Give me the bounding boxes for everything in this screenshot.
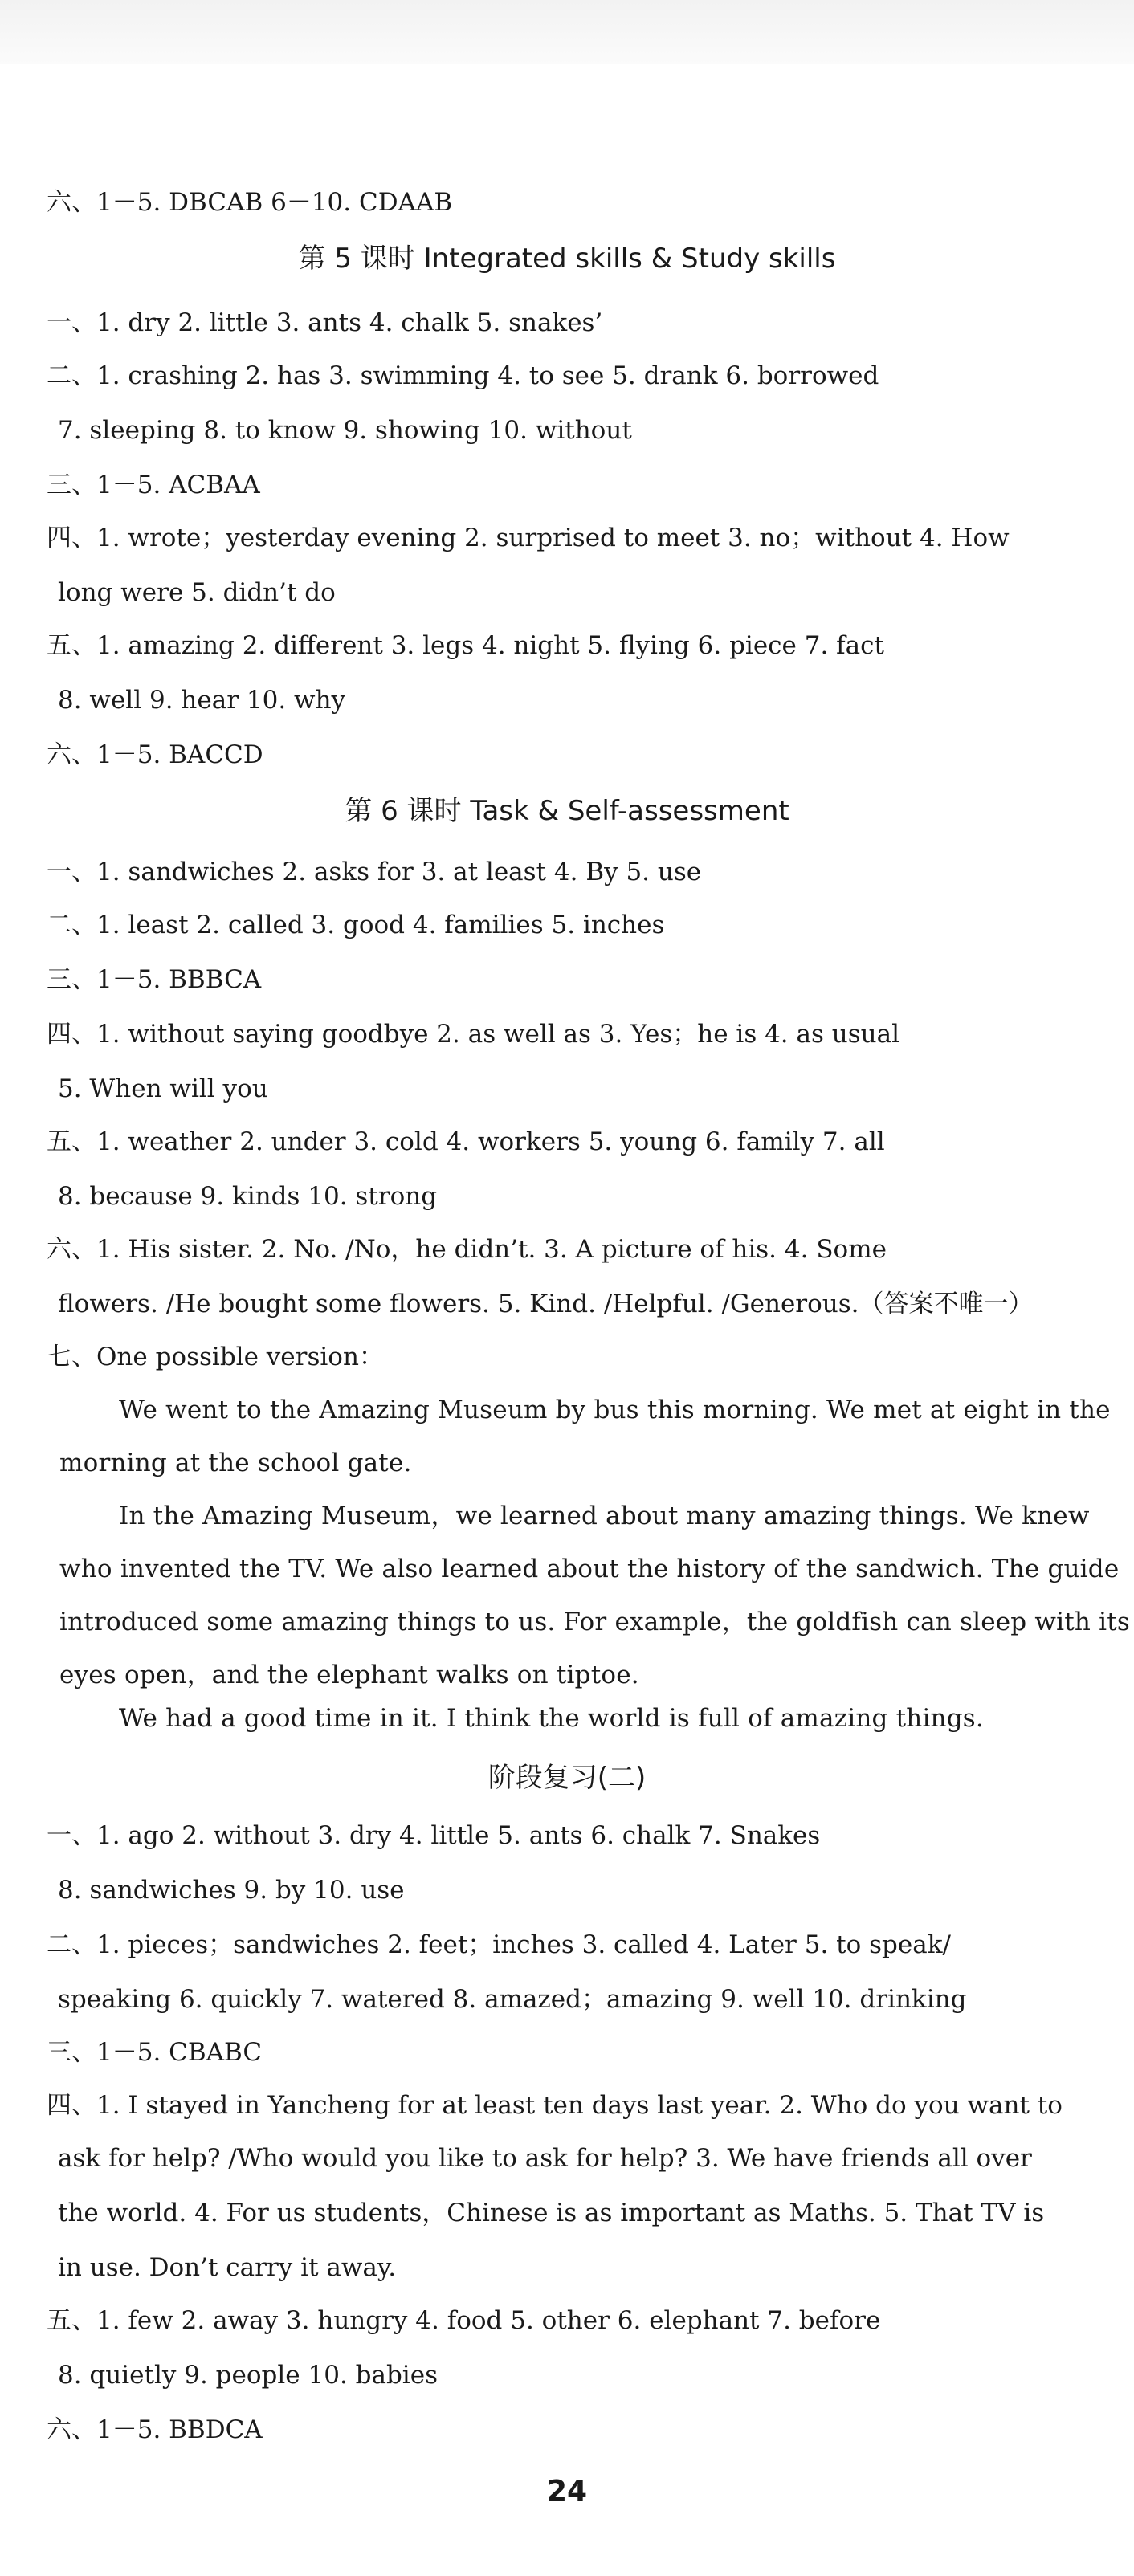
essay-line: morning at the school gate.: [59, 1449, 412, 1478]
answer-line: 5. When will you: [58, 1074, 268, 1103]
essay-line: who invented the TV. We also learned about the history of the sandwich. The guide: [59, 1555, 1120, 1584]
essay-line: eyes open，and the elephant walks on tiptoe.: [59, 1661, 639, 1689]
answer-line: 七、One possible version：: [47, 1343, 384, 1372]
answer-line: 六、1－5. DBCAB 6－10. CDAAB: [47, 188, 453, 217]
answer-line: speaking 6. quickly 7. watered 8. amazed；amazing 9. well 10. drinking: [58, 1985, 967, 2014]
answer-line: 五、1. weather 2. under 3. cold 4. workers 5. young 6. family 7. all: [47, 1127, 885, 1156]
answer-line: 三、1－5. ACBAA: [47, 471, 260, 499]
essay-line: We had a good time in it. I think the world is full of amazing things.: [119, 1704, 984, 1733]
page-number: 24: [546, 2475, 588, 2508]
answer-line: 四、1. without saying goodbye 2. as well as 3. Yes；he is 4. as usual: [47, 1020, 899, 1049]
answer-line: 7. sleeping 8. to know 9. showing 10. without: [58, 416, 632, 445]
answer-line: in use. Don’t carry it away.: [58, 2253, 397, 2282]
essay-line: introduced some amazing things to us. For example，the goldfish can sleep with its: [59, 1608, 1130, 1636]
essay-line: We went to the Amazing Museum by bus this morning. We met at eight in the: [119, 1396, 1111, 1425]
answer-line: 四、1. wrote；yesterday evening 2. surprised to meet 3. no；without 4. How: [47, 524, 1010, 552]
answer-line: 8. quietly 9. people 10. babies: [58, 2361, 438, 2390]
answer-line: 三、1－5. CBABC: [47, 2038, 263, 2067]
answer-line: 六、1－5. BBDCA: [47, 2415, 263, 2444]
answer-line: 二、1. least 2. called 3. good 4. families 5. inches: [47, 911, 665, 940]
answer-line: 五、1. few 2. away 3. hungry 4. food 5. other 6. elephant 7. before: [47, 2306, 881, 2335]
answer-line: 三、1－5. BBBCA: [47, 965, 262, 994]
answer-line: 六、1. His sister. 2. No. /No，he didn’t. 3. A picture of his. 4. Some: [47, 1235, 887, 1264]
answer-line: flowers. /He bought some flowers. 5. Kind. /Helpful. /Generous.（答案不唯一）: [58, 1290, 1034, 1319]
answer-line: 五、1. amazing 2. different 3. legs 4. night 5. flying 6. piece 7. fact: [47, 631, 884, 660]
answer-line: the world. 4. For us students，Chinese is as important as Maths. 5. That TV is: [58, 2199, 1045, 2228]
essay-line: In the Amazing Museum，we learned about many amazing things. We knew: [119, 1502, 1090, 1531]
section-heading-lesson-6: 第 6 课时 Task & Self-assessment: [345, 795, 789, 827]
answer-line: ask for help? /Who would you like to ask for help? 3. We have friends all over: [58, 2144, 1032, 2173]
answer-line: 四、1. I stayed in Yancheng for at least ten days last year. 2. Who do you want to: [47, 2091, 1063, 2120]
answer-line: 一、1. ago 2. without 3. dry 4. little 5. ants 6. chalk 7. Snakes: [47, 1821, 821, 1850]
section-heading-lesson-5: 第 5 课时 Integrated skills & Study skills: [298, 243, 836, 275]
answer-line: 8. because 9. kinds 10. strong: [58, 1182, 438, 1211]
answer-line: 一、1. sandwiches 2. asks for 3. at least 4. By 5. use: [47, 858, 702, 887]
answer-line: 二、1. crashing 2. has 3. swimming 4. to see 5. drank 6. borrowed: [47, 361, 879, 390]
answer-line: 一、1. dry 2. little 3. ants 4. chalk 5. snakes’: [47, 308, 603, 337]
answer-line: 六、1－5. BACCD: [47, 740, 263, 769]
answer-line: long were 5. didn’t do: [58, 578, 336, 607]
section-heading-review-2: 阶段复习(二): [487, 1762, 647, 1794]
answer-line: 8. well 9. hear 10. why: [58, 686, 346, 715]
answer-line: 二、1. pieces；sandwiches 2. feet；inches 3. called 4. Later 5. to speak/: [47, 1930, 951, 1959]
answer-line: 8. sandwiches 9. by 10. use: [58, 1876, 405, 1905]
